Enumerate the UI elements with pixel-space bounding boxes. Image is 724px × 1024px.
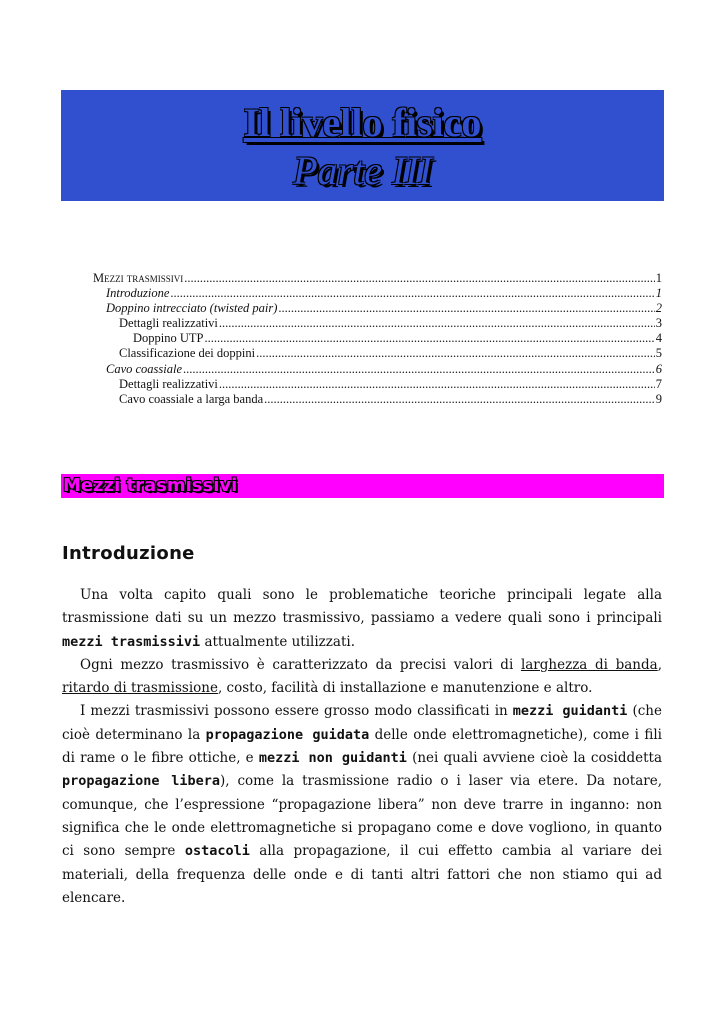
- toc-entry-label: Mezzi trasmissivi: [93, 271, 184, 285]
- bold-term: mezzi trasmissivi: [62, 633, 201, 650]
- underlined-term: ritardo di trasmissione: [62, 680, 218, 697]
- toc-entry-page: 2: [655, 301, 662, 316]
- text-run: ,: [657, 656, 662, 673]
- bold-term: propagazione libera: [62, 773, 221, 790]
- bold-term: mezzi non guidanti: [258, 750, 407, 767]
- section-title: Mezzi trasmissivi: [63, 475, 238, 496]
- bold-term: propagazione guidata: [205, 726, 370, 743]
- toc-entry-label: Doppino UTP: [133, 331, 204, 346]
- section-banner: [61, 474, 664, 498]
- toc-entry-page: 1: [655, 271, 662, 285]
- toc-entry-label: Cavo coassiale: [106, 361, 183, 376]
- text-run: (che cioè determinano la: [62, 703, 662, 743]
- toc-entry-page: 7: [655, 376, 662, 391]
- table-of-contents: [93, 271, 662, 407]
- toc-entry[interactable]: [93, 271, 662, 286]
- toc-entry-label: Classificazione dei doppini: [119, 346, 256, 361]
- toc-entry[interactable]: [93, 301, 662, 316]
- paragraph: [62, 584, 662, 654]
- text-run: Ogni mezzo trasmissivo è caratterizzato da precisi valori di: [80, 656, 521, 673]
- toc-entry-page: 1: [655, 286, 662, 301]
- bold-term: mezzi guidanti: [512, 703, 628, 720]
- document-title: Il livello fisico: [243, 100, 482, 145]
- paragraph: [62, 654, 662, 701]
- toc-entry-label: Doppino intrecciato (twisted pair): [106, 301, 278, 316]
- toc-entry[interactable]: [93, 346, 662, 361]
- toc-entry-page: 5: [655, 346, 662, 361]
- toc-entry-label: Introduzione: [106, 286, 170, 301]
- underlined-term: larghezza di banda: [520, 656, 658, 673]
- toc-entry[interactable]: [93, 316, 662, 331]
- toc-entry-page: 6: [655, 361, 662, 376]
- text-run: I mezzi trasmissivi possono essere grosso modo classificati in: [80, 703, 513, 720]
- toc-entry-page: 3: [655, 316, 662, 331]
- subsection-title: Introduzione: [62, 543, 195, 564]
- toc-entry[interactable]: [93, 362, 662, 377]
- toc-entry[interactable]: [93, 331, 662, 346]
- toc-entry[interactable]: [93, 392, 662, 407]
- text-run: delle onde elettromagnetiche), come i fili di rame o le fibre ottiche, e: [62, 726, 662, 767]
- title-banner: [61, 90, 664, 201]
- body-text: [62, 584, 662, 910]
- toc-entry[interactable]: [93, 377, 662, 392]
- toc-entry-label: Dettagli realizzativi: [119, 316, 218, 331]
- text-run: attualmente utilizzati.: [200, 633, 355, 650]
- paragraph: [62, 700, 662, 910]
- text-run: Una volta capito quali sono le problematiche teoriche principali legate alla trasmissione dati su un mezzo trasmissivo, passiamo a vedere quali sono i principali: [62, 587, 662, 627]
- text-run: ), come la trasmissione radio o i laser via etere. Da notare, comunque, che l’espressione “propagazione libera” non deve trarre in inganno: non significa che le onde elettromagnetiche si propagano come e dove vogliono, in quanto ci sono sempre: [62, 773, 662, 860]
- toc-entry-page: 4: [655, 331, 662, 346]
- bold-term: ostacoli: [184, 843, 250, 860]
- text-run: alla propagazione, il cui effetto cambia al variare dei materiali, della frequenza delle onde e di tanti altri fattori che non stiamo qui ad elencare.: [62, 843, 662, 906]
- toc-entry-label: Cavo coassiale a larga banda: [119, 391, 264, 406]
- text-run: , costo, facilità di installazione e manutenzione e altro.: [217, 680, 593, 697]
- document-subtitle: Parte III: [293, 148, 432, 193]
- text-run: (nei quali avviene cioè la cosiddetta: [406, 750, 663, 767]
- toc-entry[interactable]: [93, 286, 662, 301]
- toc-entry-page: 9: [655, 391, 662, 406]
- toc-entry-label: Dettagli realizzativi: [119, 376, 218, 391]
